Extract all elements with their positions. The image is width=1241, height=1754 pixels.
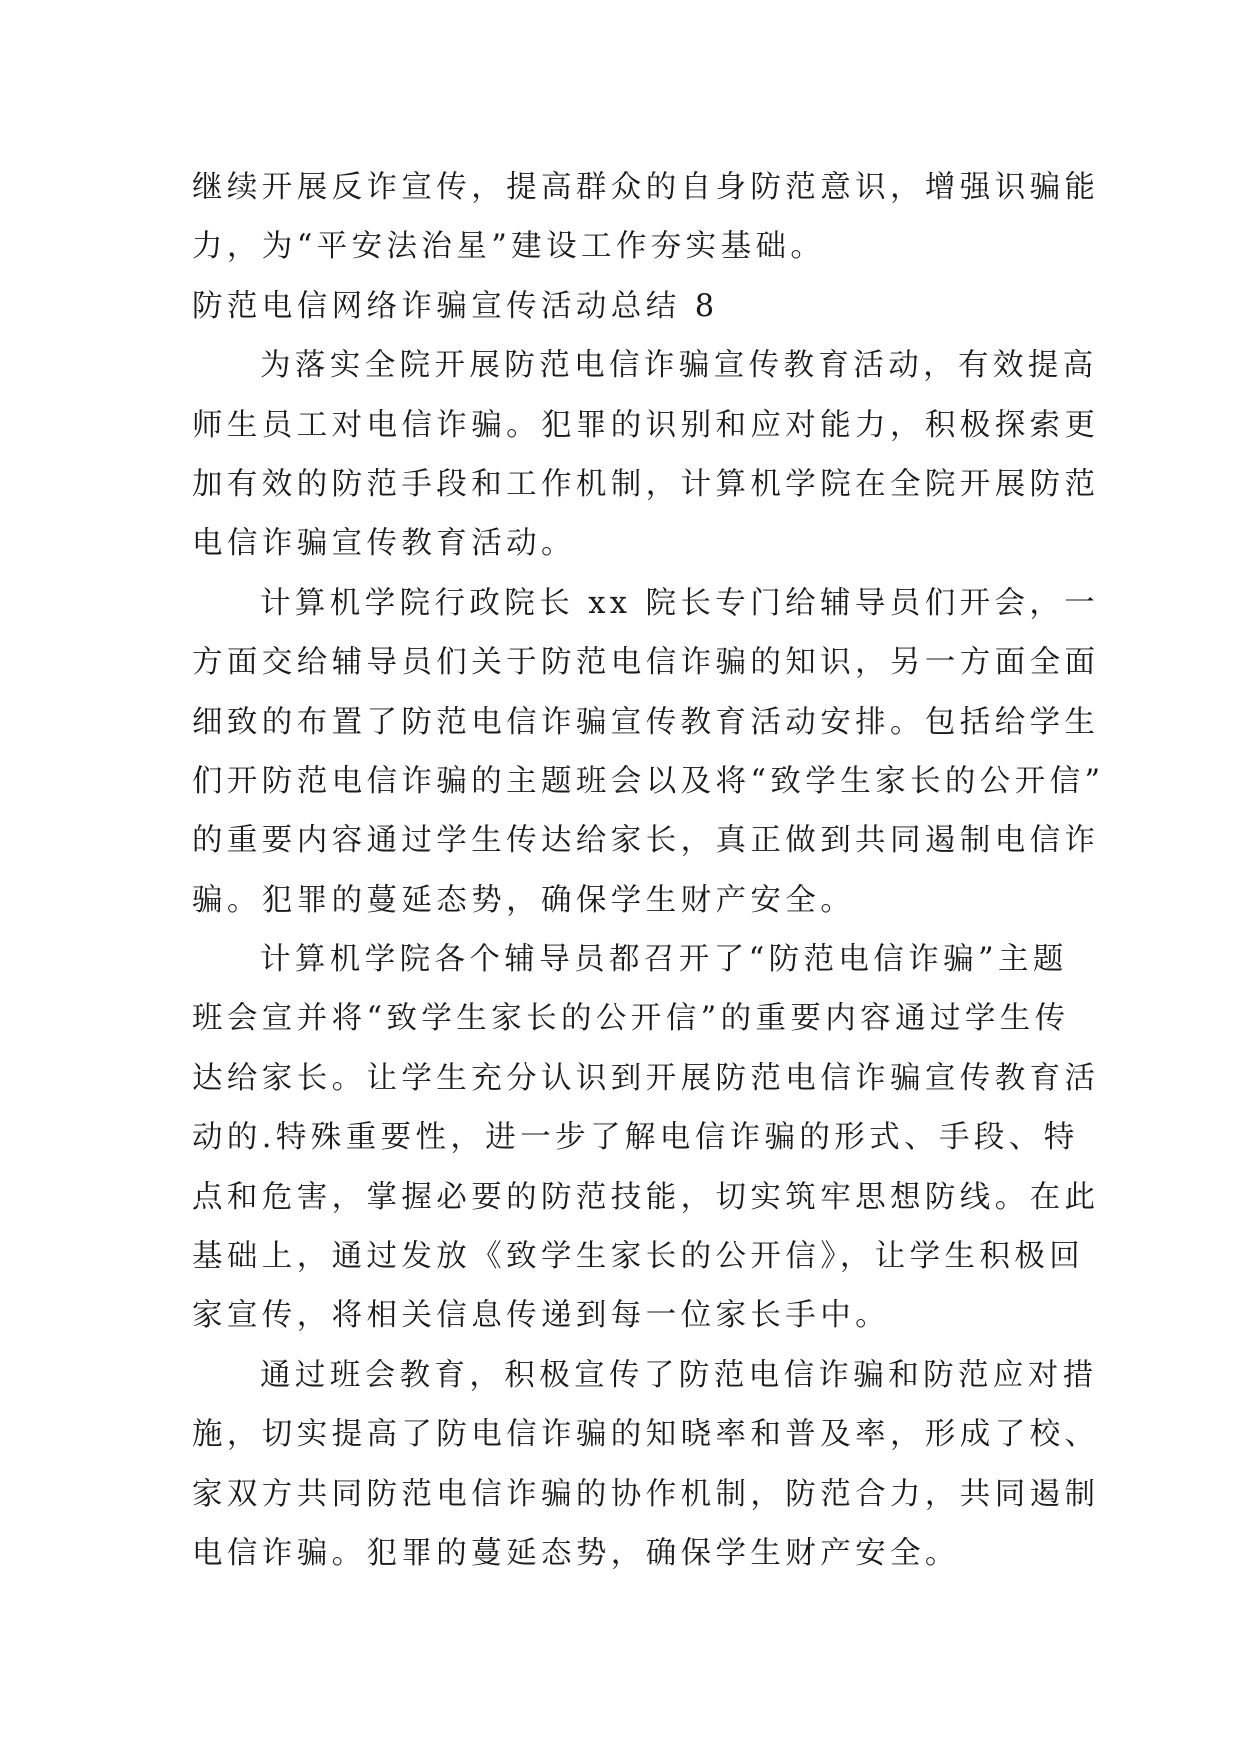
text-line: 为落实全院开展防范电信诈骗宣传教育活动，有效提高 <box>260 348 1098 384</box>
text-line: 们开防范电信诈骗的主题班会以及将“致学生家长的公开信” <box>192 763 1105 799</box>
text-line: 施，切实提高了防电信诈骗的知晓率和普及率，形成了校、 <box>192 1417 1100 1453</box>
text-line: 基础上，通过发放《致学生家长的公开信》，让学生积极回 <box>192 1239 1085 1275</box>
text-line: 骗。犯罪的蔓延态势，确保学生财产安全。 <box>192 882 856 918</box>
text-line: 动的.特殊重要性，进一步了解电信诈骗的形式、手段、特 <box>192 1120 1079 1156</box>
text-line: 方面交给辅导员们关于防范电信诈骗的知识，另一方面全面 <box>192 645 1100 681</box>
text-line: 力，为“平安法治星”建设工作夯实基础。 <box>192 229 826 265</box>
text-line: 师生员工对电信诈骗。犯罪的识别和应对能力，积极探索更 <box>192 407 1100 443</box>
document-body <box>192 158 1105 1583</box>
text-line: 计算机学院行政院长 xx 院长专门给辅导员们开会，一 <box>260 585 1100 621</box>
text-line: 计算机学院各个辅导员都召开了“防范电信诈骗”主题 <box>260 942 1068 978</box>
text-line: 班会宣并将“致学生家长的公开信”的重要内容通过学生传 <box>192 1001 1070 1037</box>
text-line: 达给家长。让学生充分认识到开展防范电信诈骗宣传教育活 <box>192 1060 1100 1096</box>
text-line: 家双方共同防范电信诈骗的协作机制，防范合力，共同遏制 <box>192 1476 1100 1512</box>
text-line: 防范电信网络诈骗宣传活动总结 8 <box>192 288 719 324</box>
text-line: 继续开展反诈宣传，提高群众的自身防范意识，增强识骗能 <box>192 170 1100 205</box>
text-line: 的重要内容通过学生传达给家长，真正做到共同遏制电信诈 <box>192 823 1100 859</box>
text-line: 细致的布置了防范电信诈骗宣传教育活动安排。包括给学生 <box>192 704 1100 740</box>
text-line: 点和危害，掌握必要的防范技能，切实筑牢思想防线。在此 <box>192 1179 1100 1215</box>
text-line: 电信诈骗宣传教育活动。 <box>192 526 576 562</box>
text-line: 通过班会教育，积极宣传了防范电信诈骗和防范应对措 <box>260 1357 1098 1393</box>
text-line: 家宣传，将相关信息传递到每一位家长手中。 <box>192 1298 890 1334</box>
text-line: 电信诈骗。犯罪的蔓延态势，确保学生财产安全。 <box>192 1535 960 1571</box>
text-line: 加有效的防范手段和工作机制，计算机学院在全院开展防范 <box>192 466 1100 502</box>
